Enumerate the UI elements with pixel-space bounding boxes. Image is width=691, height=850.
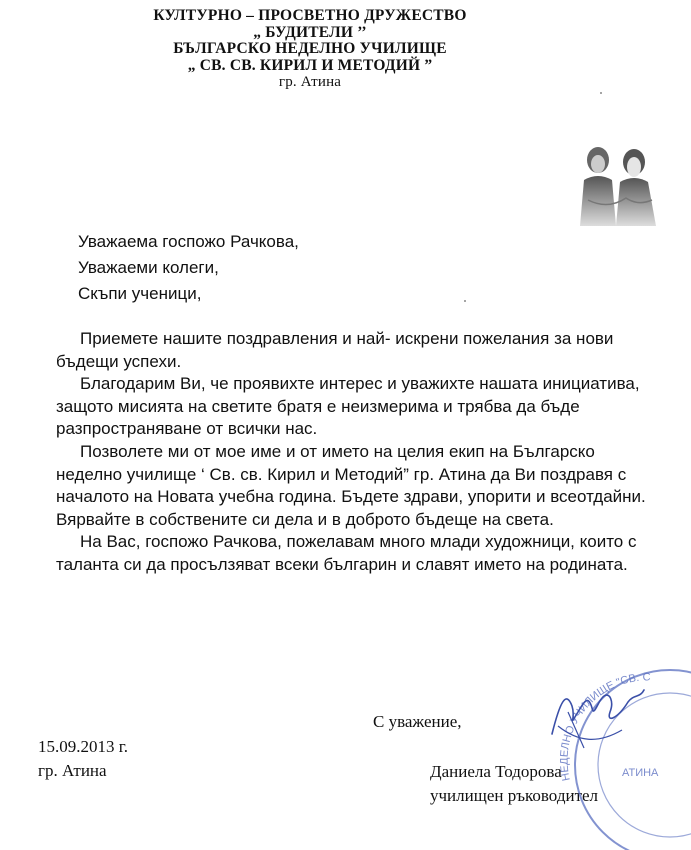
scan-speck [464,300,466,302]
greeting-line-1: Уважаема госпожо Рачкова, [78,232,299,251]
signer-title: училищен ръководител [430,786,599,805]
paragraph-4: На Вас, госпожо Рачкова, пожелавам много млади художници, които с таланта си да просълзяват всеки българин и славят името на родината. [56,532,637,574]
saints-portrait-image [568,140,668,226]
letterhead-school: БЪЛГАРСКО НЕДЕЛНО УЧИЛИЩЕ [173,40,447,57]
stamp-city-text: АТИНА [622,767,659,779]
greeting-line-3: Скъпи ученици, [78,284,202,303]
handwritten-signature [548,672,648,752]
closing-regards: С уважение, [373,712,462,731]
letterhead-society: „ БУДИТЕЛИ ’’ [253,23,367,41]
letterhead-city: гр. Атина [278,74,342,90]
paragraph-3: Позволете ми от мое име и от името на целия екип на Българско неделно училище ‘ Св. св. Кирил и Методий” гр. Атина да Ви поздравя с началото на Новата учебна година. Бъдете здрави, упорити и всеотдайни. Вярвайте в собствените си дела и в доброто бъдеще на света. [56,441,646,529]
greeting-line-2: Уважаеми колеги, [78,258,219,277]
paragraph-2: Благодарим Ви, че проявихте интерес и уважихте нашата инициатива, защото мисията на светите братя е неизмерима и трябва да бъде разпространяване от всички нас. [56,374,640,439]
signer-name: Даниела Тодорова [430,762,562,781]
letter-body [56,328,662,577]
scan-speck [600,92,602,94]
letter-date: 15.09.2013 г. [38,737,129,756]
paragraph-1: Приемете нашите поздравления и най- искрени пожелания за нови бъдещи успехи. [56,329,614,371]
letterhead-school-name: „ СВ. СВ. КИРИЛ И МЕТОДИЙ ” [187,56,433,74]
letterhead [60,8,560,91]
letterhead-org: КУЛТУРНО – ПРОСВЕТНО ДРУЖЕСТВО [153,7,467,24]
stamp-arc-text: НЕДЕЛНО УЧИЛИЩЕ "СВ. С [558,671,651,782]
letter-place: гр. Атина [38,761,107,780]
